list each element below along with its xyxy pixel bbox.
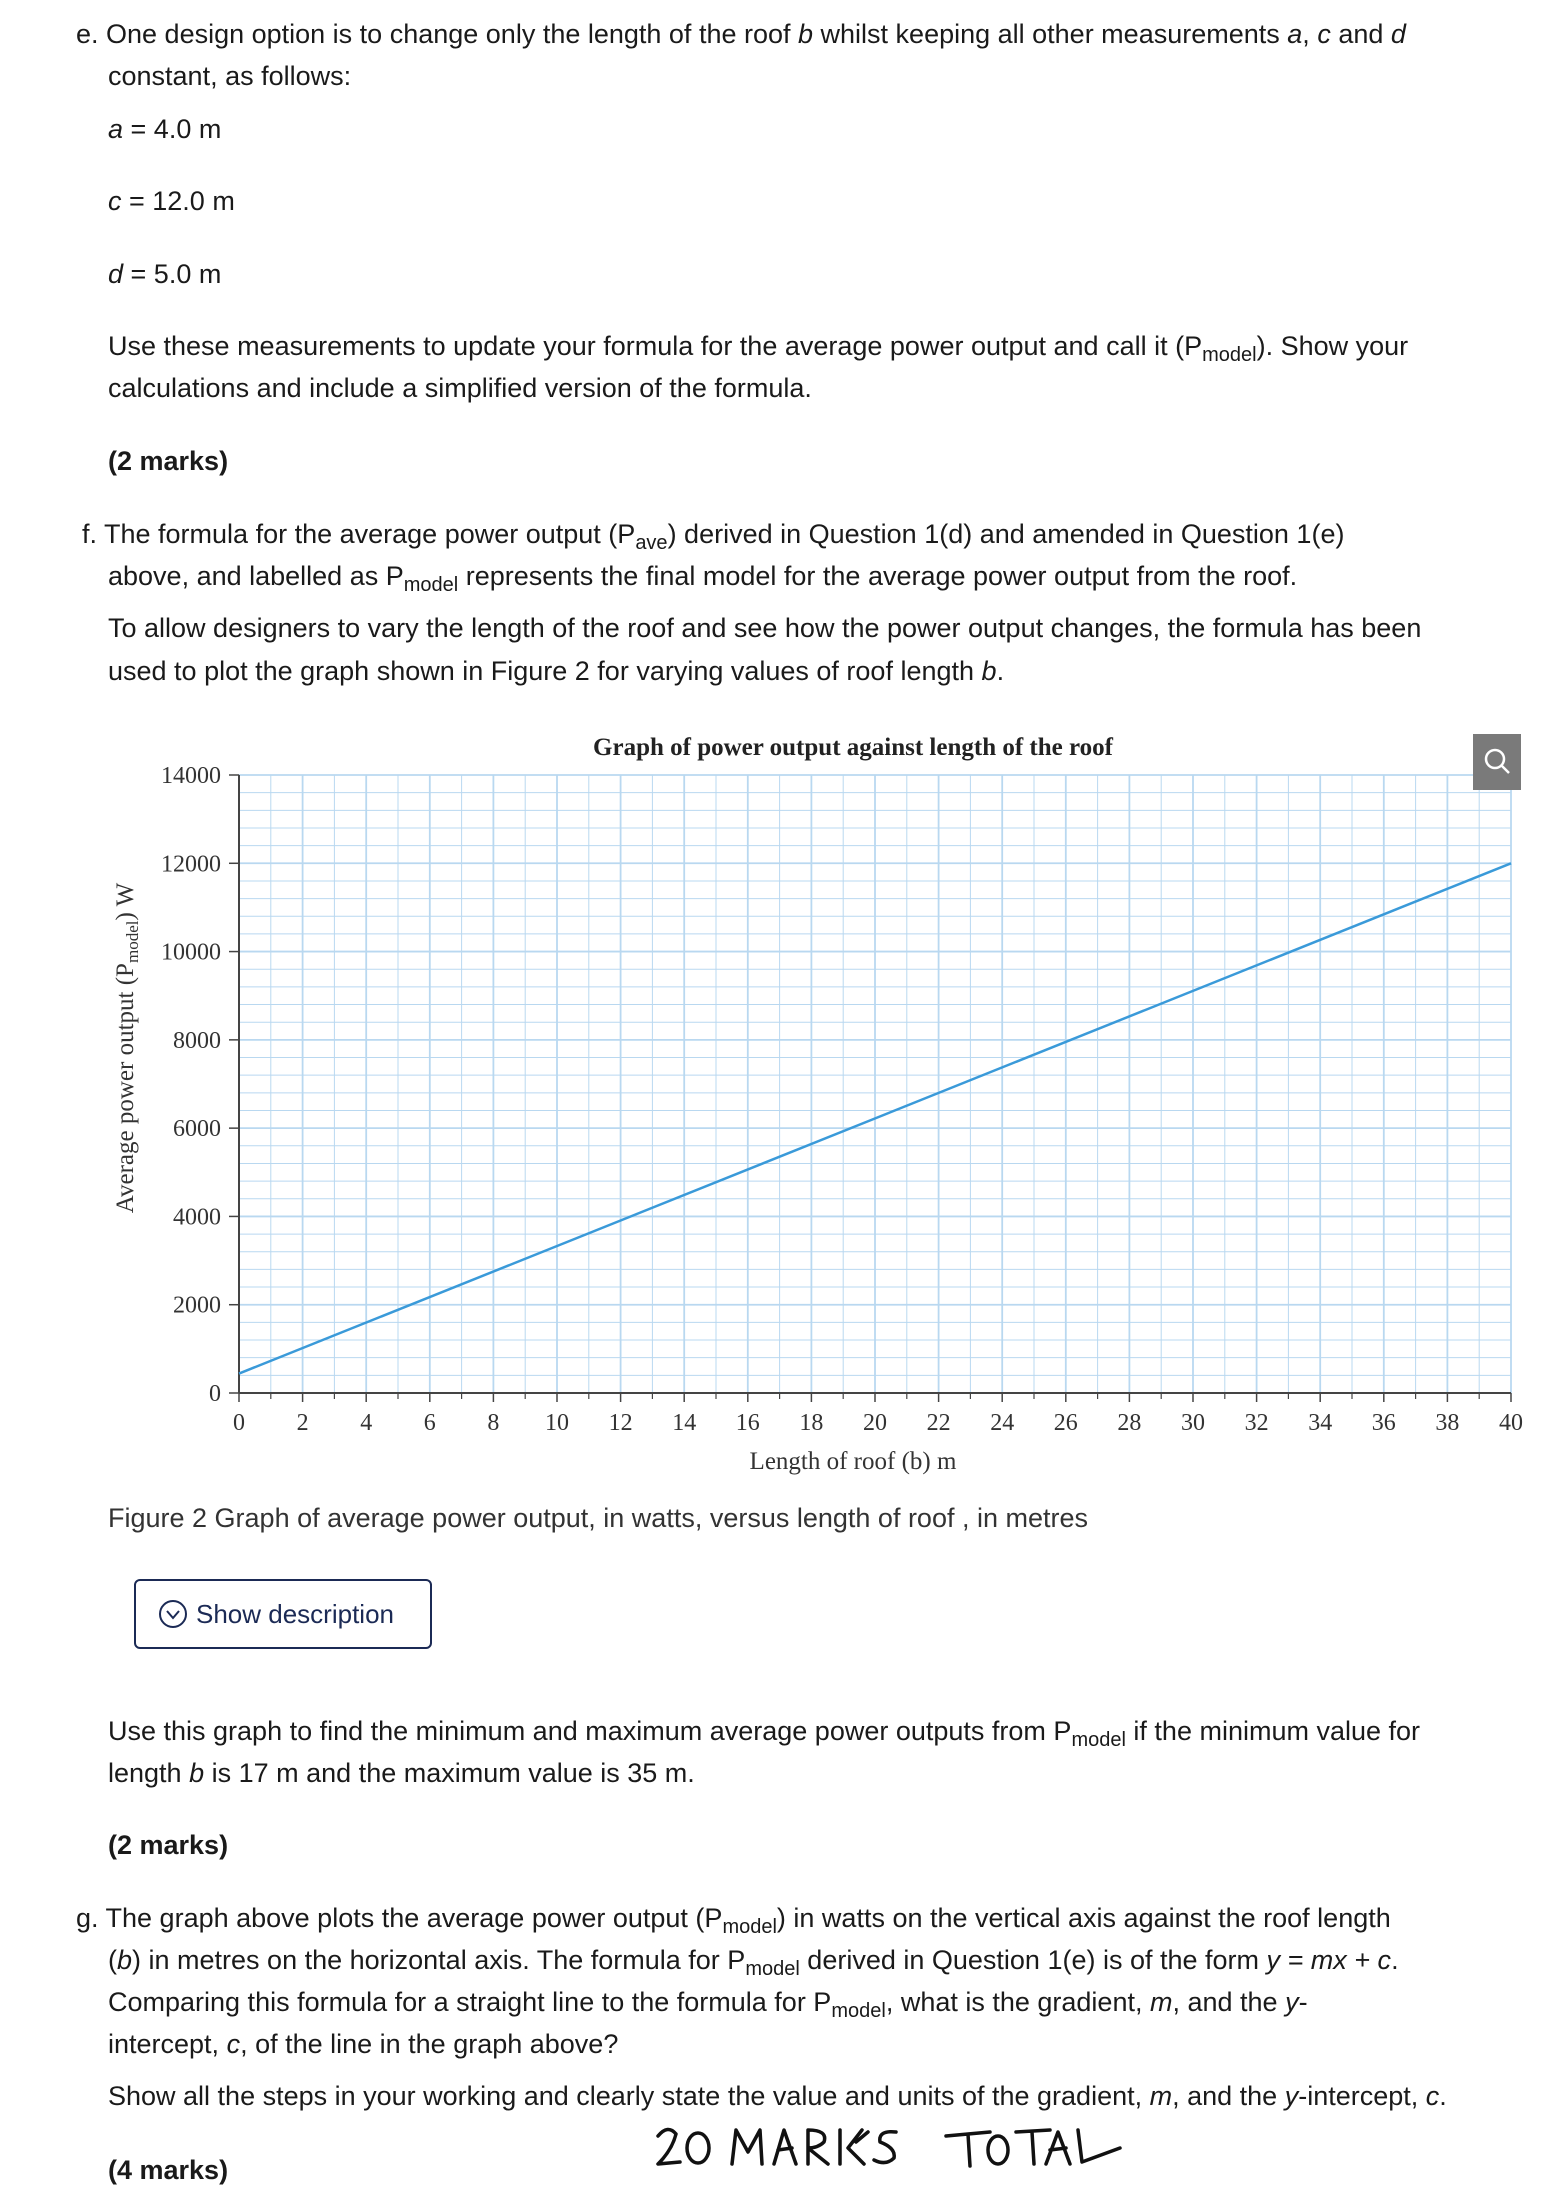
- y-tick-label: 6000: [173, 1116, 221, 1143]
- show-description-label: Show description: [196, 1598, 394, 1629]
- magnifier-icon: [1473, 734, 1521, 790]
- chevron-down-circle-icon: [158, 1599, 188, 1629]
- measurement-d: d = 5.0 m: [108, 259, 222, 289]
- x-axis-label: Length of roof (b) m: [749, 1448, 957, 1475]
- x-tick-label: 14: [672, 1410, 697, 1436]
- x-tick-label: 38: [1435, 1410, 1460, 1436]
- x-tick-label: 20: [863, 1410, 887, 1436]
- x-tick-label: 32: [1244, 1410, 1269, 1436]
- y-tick-label: 10000: [161, 939, 221, 966]
- part-g-line3: Comparing this formula for a straight line to the formula for $P_{model}$, what is the gradient, m, and the y-: [108, 1987, 1308, 2022]
- x-tick-label: 4: [360, 1410, 373, 1436]
- part-e-line2: constant, as follows:: [108, 61, 352, 91]
- x-tick-label: 0: [233, 1410, 245, 1436]
- x-tick-label: 24: [990, 1410, 1015, 1436]
- x-tick-label: 8: [487, 1410, 500, 1436]
- part-e-instruction-1: Use these measurements to update your formula for the average power output and call it $(P_{model})$. Show your: [108, 331, 1409, 366]
- y-tick-label: 4000: [173, 1204, 221, 1231]
- x-tick-label: 34: [1308, 1410, 1333, 1436]
- measurement-c: c = 12.0 m: [108, 186, 235, 216]
- x-tick-label: 6: [423, 1410, 436, 1436]
- part-f-question-1: Use this graph to find the minimum and maximum average power outputs from $P_{model}$ if the minimum value for: [108, 1716, 1421, 1751]
- zoom-figure-button[interactable]: [1473, 734, 1521, 790]
- y-tick-label: 8000: [173, 1027, 221, 1054]
- x-tick-label: 22: [926, 1410, 951, 1436]
- part-e-instruction-2: calculations and include a simplified version of the formula.: [108, 373, 812, 403]
- part-g-line4: intercept, c, of the line in the graph above?: [108, 2029, 619, 2059]
- part-f-question-2: length b is 17 m and the maximum value is 35 m.: [108, 1758, 695, 1788]
- part-f-line2: above, and labelled as $P_{model}$ represents the final model for the average power output from the roof.: [108, 561, 1298, 596]
- x-tick-label: 30: [1181, 1410, 1205, 1436]
- x-tick-label: 26: [1053, 1410, 1078, 1436]
- part-f-line4: used to plot the graph shown in Figure 2 for varying values of roof length b.: [108, 656, 1005, 686]
- y-axis-label: Average power output $(P_{model})$ W: [112, 882, 142, 1214]
- x-tick-label: 40: [1499, 1410, 1523, 1436]
- measurement-a: a = 4.0 m: [108, 114, 222, 144]
- part-e-marks: (2 marks): [108, 446, 229, 476]
- x-tick-label: 36: [1371, 1410, 1396, 1436]
- part-f-line3: To allow designers to vary the length of the roof and see how the power output changes, the formula has been: [108, 613, 1422, 643]
- part-e-line1: e. One design option is to change only the length of the roof b whilst keeping all other measurements a, c and d: [76, 19, 1406, 49]
- y-tick-label: 14000: [161, 763, 221, 789]
- y-tick-label: 2000: [173, 1292, 221, 1319]
- part-g-line1: g. The graph above plots the average power output $(P_{model})$ in watts on the vertical axis against the roof length: [76, 1903, 1391, 1938]
- part-g-line2: (b) in metres on the horizontal axis. The formula for $P_{model}$ derived in Question 1(e) is of the form y = mx + c.: [108, 1945, 1399, 1980]
- chart-title: Graph of power output against length of the roof: [593, 734, 1113, 761]
- x-tick-label: 2: [296, 1410, 309, 1436]
- part-g-marks: (4 marks): [108, 2155, 229, 2185]
- y-tick-label: 0: [209, 1381, 221, 1407]
- y-tick-label: 12000: [161, 851, 221, 878]
- handwritten-annotation: [650, 2118, 1160, 2178]
- x-tick-label: 28: [1117, 1410, 1142, 1436]
- show-description-button[interactable]: [134, 1579, 432, 1649]
- part-g-line5: Show all the steps in your working and clearly state the value and units of the gradient, m, and the y-intercept, c.: [108, 2081, 1447, 2111]
- x-tick-label: 12: [608, 1410, 633, 1436]
- figure-caption: Figure 2 Graph of average power output, in watts, versus length of roof , in metres: [108, 1503, 1089, 1533]
- part-f-marks: (2 marks): [108, 1830, 229, 1860]
- x-tick-label: 18: [799, 1410, 824, 1436]
- x-tick-label: 16: [735, 1410, 760, 1436]
- x-tick-label: 10: [545, 1410, 569, 1436]
- part-f-line1: f. The formula for the average power output $(P_{ave})$ derived in Question 1(d) and amended in Question 1(e): [82, 519, 1345, 554]
